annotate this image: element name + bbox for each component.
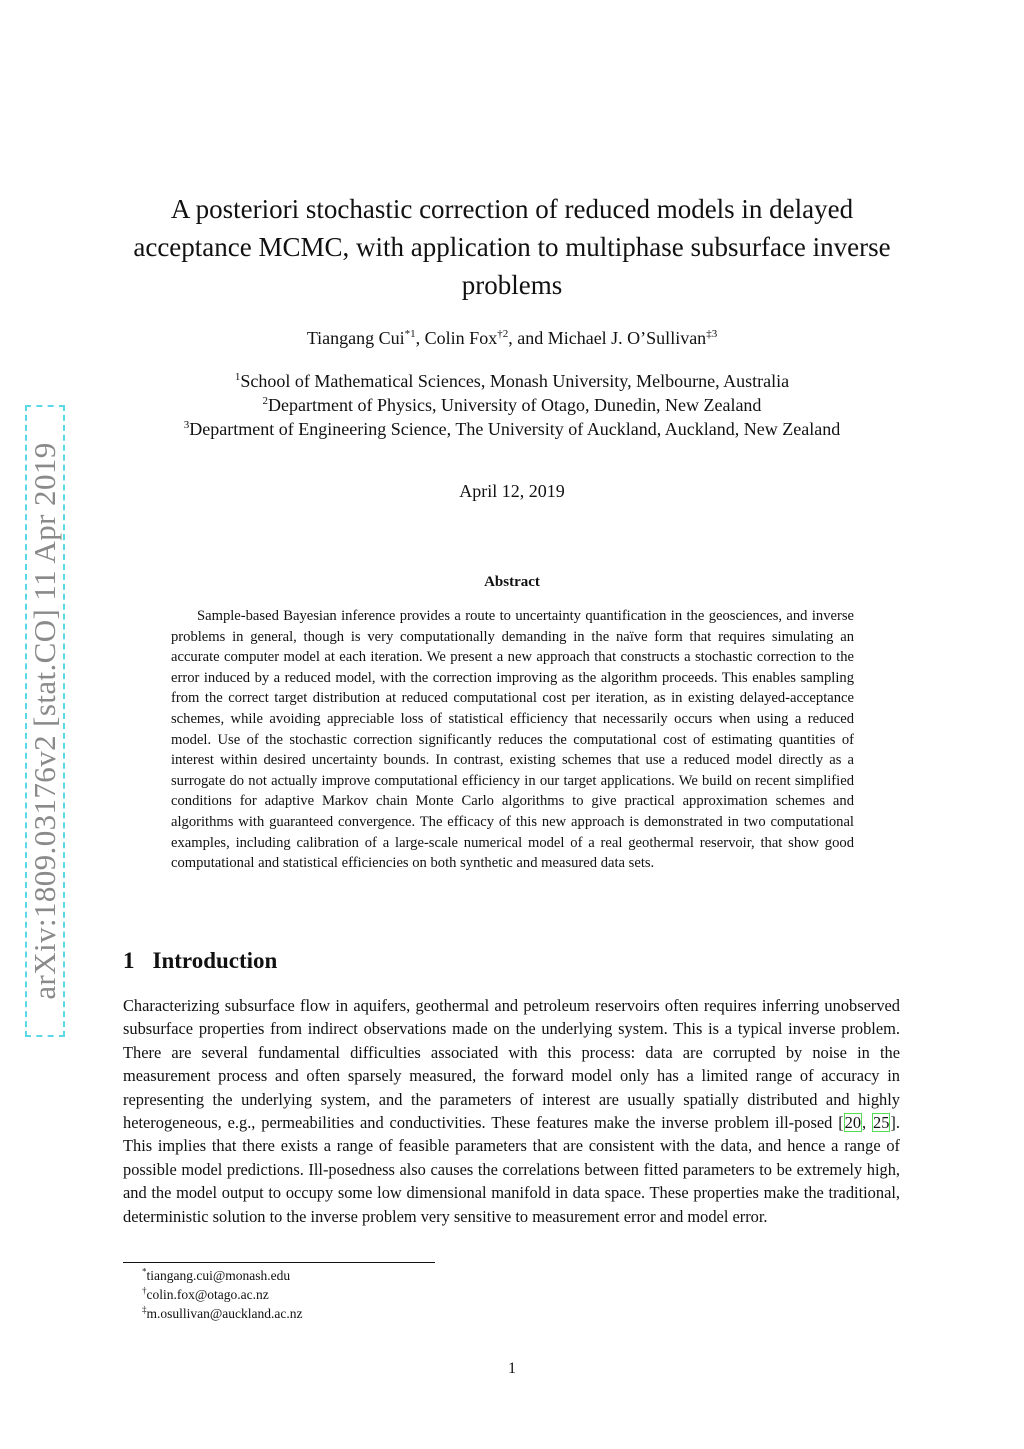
- author-name: Michael J. O’Sullivan: [547, 328, 707, 348]
- affiliation-text: Department of Physics, University of Otago, Dunedin, New Zealand: [268, 395, 762, 415]
- abstract-heading: Abstract: [484, 574, 540, 590]
- author-name: Tiangang Cui: [306, 328, 405, 348]
- author-mark: *1: [404, 328, 416, 340]
- footnote-mark: *: [142, 1266, 147, 1277]
- affiliation-list: [112, 369, 912, 441]
- introduction-paragraph: [123, 994, 900, 1228]
- affiliation-number: 3: [183, 419, 190, 431]
- citation-separator: ,: [862, 1113, 873, 1133]
- publication-date: April 12, 2019: [459, 481, 565, 501]
- footnote-mark: †: [142, 1285, 147, 1296]
- affiliation: [112, 393, 912, 417]
- section-number: 1: [123, 948, 135, 973]
- footnote-email: colin.fox@otago.ac.nz: [146, 1287, 269, 1302]
- page-number: 1: [508, 1360, 516, 1377]
- footnote-mark: ‡: [142, 1304, 147, 1315]
- paper-title: A posteriori stochastic correction of reduced models in delayed acceptance MCMC, with application to multiphase subsurface inverse problems: [133, 194, 891, 300]
- author-list: [112, 325, 912, 351]
- author-separator: , and: [508, 328, 548, 348]
- author-name: Colin Fox: [424, 328, 498, 348]
- affiliation-number: 2: [262, 395, 269, 407]
- footnote: [142, 1285, 303, 1304]
- affiliation: [112, 369, 912, 393]
- citation-link[interactable]: 25: [873, 1113, 890, 1133]
- author-mark: †2: [497, 328, 509, 340]
- arxiv-identifier-stamp: [25, 405, 65, 1037]
- section-heading: [123, 948, 277, 974]
- author-mark: ‡3: [706, 328, 718, 340]
- affiliation-number: 1: [234, 371, 241, 383]
- affiliation-text: Department of Engineering Science, The University of Auckland, Auckland, New Zealand: [189, 419, 841, 439]
- footnote-list: [142, 1266, 303, 1323]
- section-title: Introduction: [152, 948, 278, 973]
- footnote: [142, 1266, 303, 1285]
- affiliation-text: School of Mathematical Sciences, Monash University, Melbourne, Australia: [240, 371, 790, 391]
- author-separator: ,: [415, 328, 425, 348]
- footnote: [142, 1304, 303, 1323]
- abstract-text: Sample-based Bayesian inference provides a route to uncertainty quantification in the geosciences, and inverse problems in general, though is very computationally demanding in the naïve form that requires simulating an accurate computer model at each iteration. We present a new approach that constructs a stochastic correction to the error induced by a reduced model, with the correction improving as the algorithm proceeds. This enables sampling from the correct target distribution at reduced computational cost per iteration, as in existing delayed-acceptance schemes, while avoiding appreciable loss of statistical efficiency that necessarily occurs when using a reduced model. Use of the stochastic correction significantly reduces the computational cost of estimating quantities of interest within desired uncertainty bounds. In contrast, existing schemes that use a reduced model directly as a surrogate do not actually improve computational efficiency in our target applications. We build on recent simplified conditions for adaptive Markov chain Monte Carlo algorithms to give practical approximation schemes and algorithms with guaranteed convergence. The efficacy of this new approach is demonstrated in two computational examples, including calibration of a large-scale numerical model of a real geothermal reservoir, that show good computational and statistical efficiencies on both synthetic and measured data sets.: [171, 608, 854, 872]
- footnote-email: m.osullivan@auckland.ac.nz: [146, 1306, 303, 1321]
- citation-link[interactable]: 20: [844, 1113, 862, 1133]
- intro-text-part: ]. This implies that there exists a range of feasible parameters that are consistent with the data, and hence a range of possible model predictions. Ill-posedness also causes the correlations between fitted parameters to be extremely high, and the model output to occupy some low dimensional manifold in data space. These properties make the traditional, deterministic solution to the inverse problem very sensitive to measurement error and model error.: [123, 1113, 900, 1226]
- affiliation: [112, 417, 912, 441]
- arxiv-identifier-text: arXiv:1809.03176v2 [stat.CO] 11 Apr 2019: [27, 442, 62, 1000]
- footnote-email: tiangang.cui@monash.edu: [146, 1268, 291, 1283]
- intro-text-part: Characterizing subsurface flow in aquifers, geothermal and petroleum reservoirs often requires inferring unobserved subsurface properties from indirect observations made on the underlying system. This is a typical inverse problem. There are several fundamental difficulties associated with this process: data are corrupted by noise in the measurement process and often sparsely measured, the forward model only has a limited range of accuracy in representing the underlying system, and the parameters of interest are usually spatially distributed and highly heterogeneous, e.g., permeabilities and conductivities. These features make the inverse problem ill-posed [: [123, 996, 900, 1133]
- footnote-divider: [123, 1262, 435, 1263]
